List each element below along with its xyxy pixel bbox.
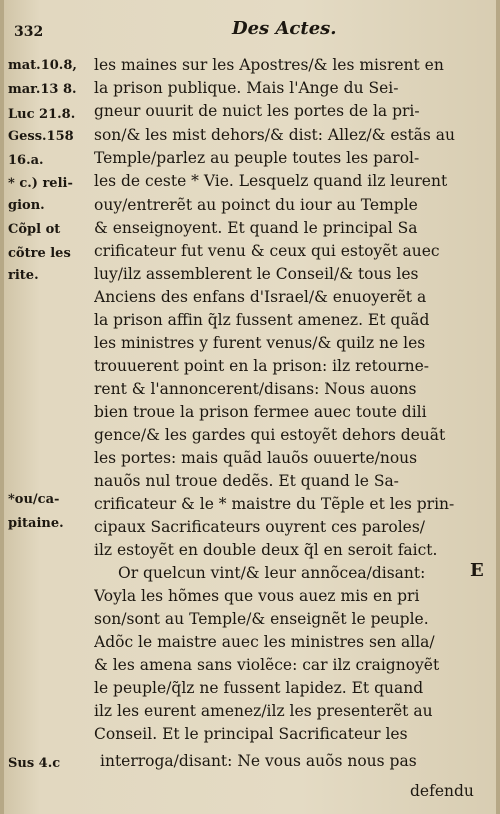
catchword: defendu (410, 782, 474, 800)
text-line: ilz estoyẽt en double deux q̃l en seroit faict. (94, 541, 438, 559)
page-number: 332 (14, 24, 44, 40)
margin-note: pitaine. (8, 516, 64, 531)
text-line: rent & l'annoncerent/disans: Nous auons (94, 380, 417, 398)
margin-note: Sus 4.c (8, 756, 61, 771)
page-edge-left (0, 0, 4, 814)
text-line: Conseil. Et le principal Sacrificateur les (94, 725, 408, 743)
text-line: crificateur & le * maistre du Tẽple et les prin- (94, 495, 455, 513)
margin-note: *ou/ca- (8, 492, 60, 507)
margin-note: gion. (8, 198, 45, 213)
text-line: nauõs nul troue dedẽs. Et quand le Sa- (94, 472, 399, 490)
text-line: la prison publique. Mais l'Ange du Sei- (94, 79, 399, 97)
margin-note: cõtre les (8, 246, 71, 261)
margin-section-letter: E (470, 560, 484, 581)
text-line: les portes: mais quãd lauõs ouuerte/nous (94, 449, 418, 467)
text-line: Temple/parlez au peuple toutes les parol- (94, 149, 420, 167)
margin-note: Cõpl ot (8, 222, 61, 237)
text-line: ouy/entrerẽt au poinct du iour au Temple (94, 196, 418, 214)
text-line: les de ceste * Vie. Lesquelz quand ilz leurent (94, 172, 448, 190)
text-line: son/& les mist dehors/& dist: Allez/& estãs au (94, 126, 456, 144)
text-line: trouuerent point en la prison: ilz retourne- (94, 357, 430, 375)
text-line: la prison affin q̃lz fussent amenez. Et quãd (94, 311, 430, 329)
margin-note: mar.13 8. (8, 82, 77, 97)
text-line: ilz les eurent amenez/ilz les presenterẽt au (94, 702, 433, 720)
text-line: crificateur fut venu & ceux qui estoyẽt auec (94, 242, 440, 260)
text-line: gence/& les gardes qui estoyẽt dehors deuãt (94, 426, 446, 444)
margin-note: Luc 21.8. (8, 107, 76, 122)
text-line: son/sont au Temple/& enseignẽt le peuple. (94, 610, 429, 628)
text-line: bien troue la prison fermee auec toute dili (94, 403, 427, 421)
margin-note: * c.) reli- (8, 176, 73, 191)
text-line: & les amena sans violẽce: car ilz craignoyẽt (94, 656, 440, 674)
margin-note: rite. (8, 268, 39, 283)
text-line: cipaux Sacrificateurs ouyrent ces paroles/ (94, 518, 426, 536)
text-line: & enseignoyent. Et quand le principal Sa (94, 219, 418, 237)
text-line: interroga/disant: Ne vous auõs nous pas (100, 752, 417, 770)
margin-note: Gess.158 (8, 129, 74, 144)
text-line: luy/ilz assemblerent le Conseil/& tous les (94, 265, 419, 283)
text-line: Voyla les hõmes que vous auez mis en pri (94, 587, 420, 605)
margin-note: mat.10.8, (8, 58, 77, 73)
margin-note: 16.a. (8, 153, 44, 168)
page-edge-right (496, 0, 500, 814)
text-line: Adõc le maistre auec les ministres sen alla/ (94, 633, 435, 651)
text-line: les ministres y furent venus/& quilz ne les (94, 334, 426, 352)
text-line: les maines sur les Apostres/& les misrent en (94, 56, 444, 74)
text-line: Or quelcun vint/& leur annõcea/disant: (118, 564, 426, 582)
text-line: Anciens des enfans d'Israel/& enuoyerẽt a (94, 288, 427, 306)
text-line: gneur ouurit de nuict les portes de la pri- (94, 102, 420, 120)
running-head: Des Actes. (232, 18, 337, 39)
text-line: le peuple/q̃lz ne fussent lapidez. Et quand (94, 679, 424, 697)
